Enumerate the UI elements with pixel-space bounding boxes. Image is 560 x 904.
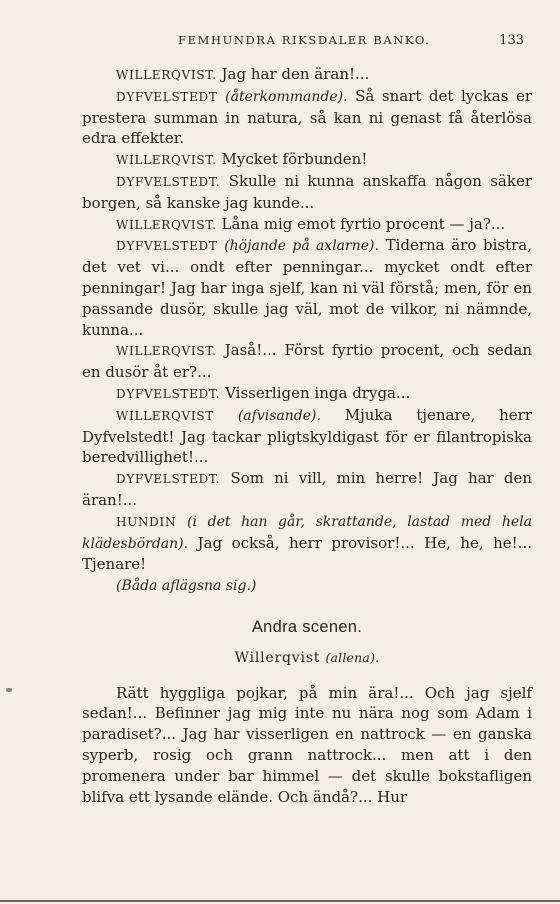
speaker-name: DYFVELSTEDT. [116,174,221,189]
speaker-name: DYFVELSTEDT. [116,386,221,401]
speech-paragraph [82,383,532,405]
scene-cast [82,648,532,669]
speech-text: Skulle ni kunna anskaffa någon säker borgen, så kanske jag kunde... [82,171,532,212]
speech-paragraph [82,64,532,86]
speech-paragraph [82,468,532,511]
speaker-name: DYFVELSTEDT [116,89,218,104]
stage-direction: (afvisande). [237,407,321,424]
cast-direction: (allena). [325,649,380,665]
speaker-name: WILLERQVIST [116,408,214,423]
speech-paragraph [82,511,532,575]
speech-text: Mjuka tjenare, herr Dyfvelstedt! Jag tackar pligtskyldigast för er filantropiska beredvillighet!... [82,405,532,467]
speaker-name: DYFVELSTEDT [116,239,218,254]
speech-paragraph [82,405,532,468]
stage-direction: (höjande på axlarne). [224,238,379,255]
speech-text: Tiderna äro bistra, det vet vi... ondt efter penningar... mycket ondt efter penningar! Jag har inga sjelf, kan ni väl förstå; men, för en passande dusör, skulle jag väl, mot de vilkor, ni nämnde, kunna... [82,236,532,339]
speech-paragraph [82,235,532,340]
body-text [82,64,532,807]
speech-paragraph [82,171,532,214]
speaker-name: WILLERQVIST. [116,153,217,168]
running-head-title: FEMHUNDRA RIKSDALER BANKO. [178,33,431,47]
speech-paragraph [82,340,532,383]
speech-text: Jaså!... Först fyrtio procent, och sedan en dusör åt er?... [82,341,532,382]
scene-title: Andra scenen. [251,617,363,636]
speaker-name: WILLERQVIST. [116,68,217,82]
speaker-name: WILLERQVIST. [116,344,217,359]
speech-paragraph [82,149,532,171]
speech-text: Visserligen inga dryga... [225,383,411,402]
speech-text: Jag har den äran!... [221,65,370,83]
speaker-name: WILLERQVIST. [116,217,217,232]
monologue-paragraph: Rätt hyggliga pojkar, på min ära!... Och jag sjelf sedan!... Befinner jag mig inte nu nära nog som Adam i paradiset?... Jag har visserligen en nattrock — en ganska syperb, rosig och grann nattrock... men att i den promenera under bar himmel — det skulle bokstafligen blifva ett lysande elände. Och ändå?... Hur [82,683,532,806]
speech-text: Som ni vill, min herre! Jag har den äran!... [82,469,532,509]
stage-direction: (Båda aflägsna sig.) [116,578,257,595]
speech-list [82,64,532,575]
page-bottom-edge [0,900,560,902]
page-number: 133 [499,33,524,48]
speech-paragraph [82,86,532,149]
cast-name: Willerqvist [234,649,321,666]
stage-direction: (i det han går, skrattande, lastad med hela klädesbördan). [82,513,532,552]
speaker-name: DYFVELSTEDT. [116,472,221,487]
speech-text: Låna mig emot fyrtio procent — ja?... [221,214,506,233]
speech-text: Så snart det lyckas er prestera summan in natura, så kan ni genast få återlösa edra effekter. [82,86,532,148]
running-head [0,33,560,51]
speech-paragraph [82,214,532,236]
speaker-name: HUNDIN [116,514,177,529]
speech-text: Jag också, herr provisor!... He, he, he!... Tjenare! [82,533,532,574]
stage-direction: (återkommande). [225,88,348,105]
exit-stage-direction [82,575,532,597]
margin-mark [6,688,12,692]
speech-text: Mycket förbunden! [221,150,368,169]
